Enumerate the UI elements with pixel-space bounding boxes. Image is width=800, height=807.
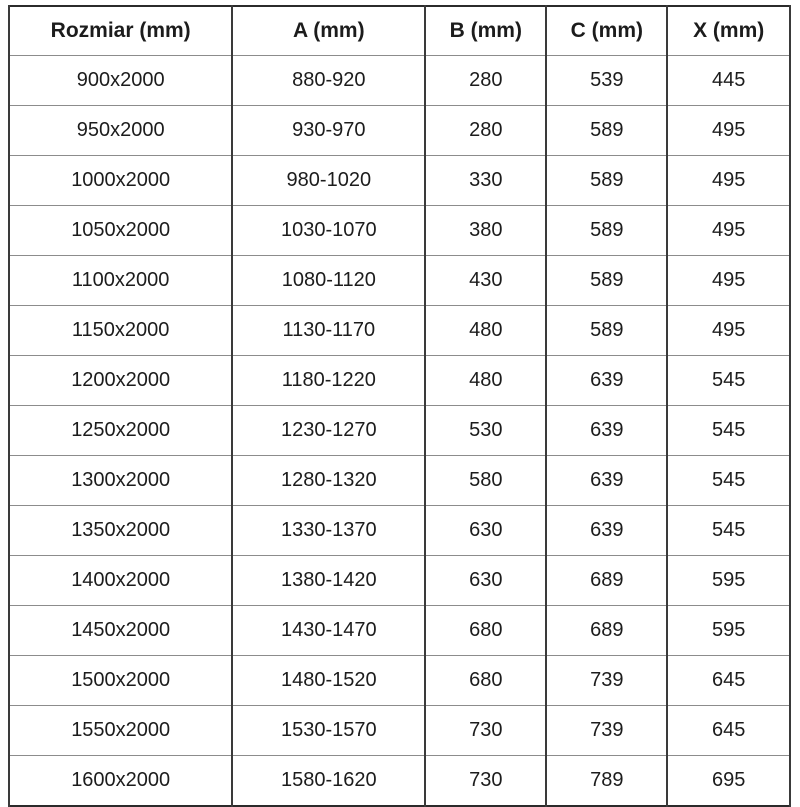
cell-c: 739 — [546, 656, 667, 706]
cell-rozmiar: 1350x2000 — [9, 506, 232, 556]
table-row — [9, 656, 790, 706]
cell-rozmiar: 1600x2000 — [9, 756, 232, 807]
cell-a: 1230-1270 — [232, 406, 425, 456]
cell-x: 595 — [667, 606, 790, 656]
cell-c: 789 — [546, 756, 667, 807]
cell-c: 589 — [546, 256, 667, 306]
cell-x: 545 — [667, 506, 790, 556]
cell-a: 1030-1070 — [232, 206, 425, 256]
cell-x: 645 — [667, 656, 790, 706]
cell-a: 980-1020 — [232, 156, 425, 206]
cell-x: 545 — [667, 356, 790, 406]
cell-b: 730 — [425, 756, 546, 807]
cell-rozmiar: 1250x2000 — [9, 406, 232, 456]
cell-b: 280 — [425, 56, 546, 106]
size-spec-table — [8, 5, 791, 807]
cell-b: 530 — [425, 406, 546, 456]
cell-x: 495 — [667, 306, 790, 356]
cell-a: 1180-1220 — [232, 356, 425, 406]
cell-rozmiar: 1500x2000 — [9, 656, 232, 706]
cell-rozmiar: 1050x2000 — [9, 206, 232, 256]
cell-rozmiar: 900x2000 — [9, 56, 232, 106]
table-row — [9, 256, 790, 306]
cell-c: 689 — [546, 556, 667, 606]
cell-c: 639 — [546, 456, 667, 506]
cell-rozmiar: 1400x2000 — [9, 556, 232, 606]
cell-b: 680 — [425, 606, 546, 656]
header-c: C (mm) — [546, 6, 667, 56]
cell-rozmiar: 1300x2000 — [9, 456, 232, 506]
cell-b: 280 — [425, 106, 546, 156]
cell-x: 645 — [667, 706, 790, 756]
table-row — [9, 706, 790, 756]
cell-c: 589 — [546, 306, 667, 356]
cell-c: 739 — [546, 706, 667, 756]
cell-b: 380 — [425, 206, 546, 256]
table-row — [9, 606, 790, 656]
table-row — [9, 306, 790, 356]
cell-x: 545 — [667, 456, 790, 506]
table-row — [9, 356, 790, 406]
table-row — [9, 406, 790, 456]
cell-c: 639 — [546, 356, 667, 406]
cell-a: 930-970 — [232, 106, 425, 156]
cell-a: 1380-1420 — [232, 556, 425, 606]
cell-b: 580 — [425, 456, 546, 506]
cell-b: 480 — [425, 306, 546, 356]
cell-a: 1480-1520 — [232, 656, 425, 706]
header-a: A (mm) — [232, 6, 425, 56]
cell-b: 480 — [425, 356, 546, 406]
cell-rozmiar: 1000x2000 — [9, 156, 232, 206]
table-row — [9, 556, 790, 606]
header-row — [9, 6, 790, 56]
cell-a: 1130-1170 — [232, 306, 425, 356]
header-b: B (mm) — [425, 6, 546, 56]
cell-x: 495 — [667, 156, 790, 206]
cell-a: 1530-1570 — [232, 706, 425, 756]
cell-c: 639 — [546, 406, 667, 456]
cell-b: 680 — [425, 656, 546, 706]
cell-x: 495 — [667, 106, 790, 156]
cell-rozmiar: 1150x2000 — [9, 306, 232, 356]
cell-a: 1080-1120 — [232, 256, 425, 306]
cell-rozmiar: 1550x2000 — [9, 706, 232, 756]
header-rozmiar: Rozmiar (mm) — [9, 6, 232, 56]
cell-b: 430 — [425, 256, 546, 306]
cell-c: 589 — [546, 106, 667, 156]
table-row — [9, 106, 790, 156]
cell-rozmiar: 950x2000 — [9, 106, 232, 156]
cell-c: 639 — [546, 506, 667, 556]
table-row — [9, 56, 790, 106]
cell-c: 589 — [546, 156, 667, 206]
table-row — [9, 456, 790, 506]
header-x: X (mm) — [667, 6, 790, 56]
table-row — [9, 756, 790, 807]
cell-b: 330 — [425, 156, 546, 206]
cell-b: 630 — [425, 556, 546, 606]
cell-rozmiar: 1100x2000 — [9, 256, 232, 306]
cell-a: 1580-1620 — [232, 756, 425, 807]
cell-rozmiar: 1450x2000 — [9, 606, 232, 656]
cell-a: 880-920 — [232, 56, 425, 106]
cell-x: 495 — [667, 206, 790, 256]
cell-a: 1330-1370 — [232, 506, 425, 556]
cell-a: 1280-1320 — [232, 456, 425, 506]
cell-b: 630 — [425, 506, 546, 556]
table-row — [9, 156, 790, 206]
cell-x: 545 — [667, 406, 790, 456]
cell-x: 595 — [667, 556, 790, 606]
cell-x: 695 — [667, 756, 790, 807]
table-row — [9, 506, 790, 556]
cell-c: 589 — [546, 206, 667, 256]
table-header — [9, 6, 790, 56]
table-body — [9, 56, 790, 807]
cell-c: 689 — [546, 606, 667, 656]
cell-rozmiar: 1200x2000 — [9, 356, 232, 406]
cell-x: 495 — [667, 256, 790, 306]
cell-b: 730 — [425, 706, 546, 756]
cell-x: 445 — [667, 56, 790, 106]
cell-a: 1430-1470 — [232, 606, 425, 656]
table-row — [9, 206, 790, 256]
cell-c: 539 — [546, 56, 667, 106]
